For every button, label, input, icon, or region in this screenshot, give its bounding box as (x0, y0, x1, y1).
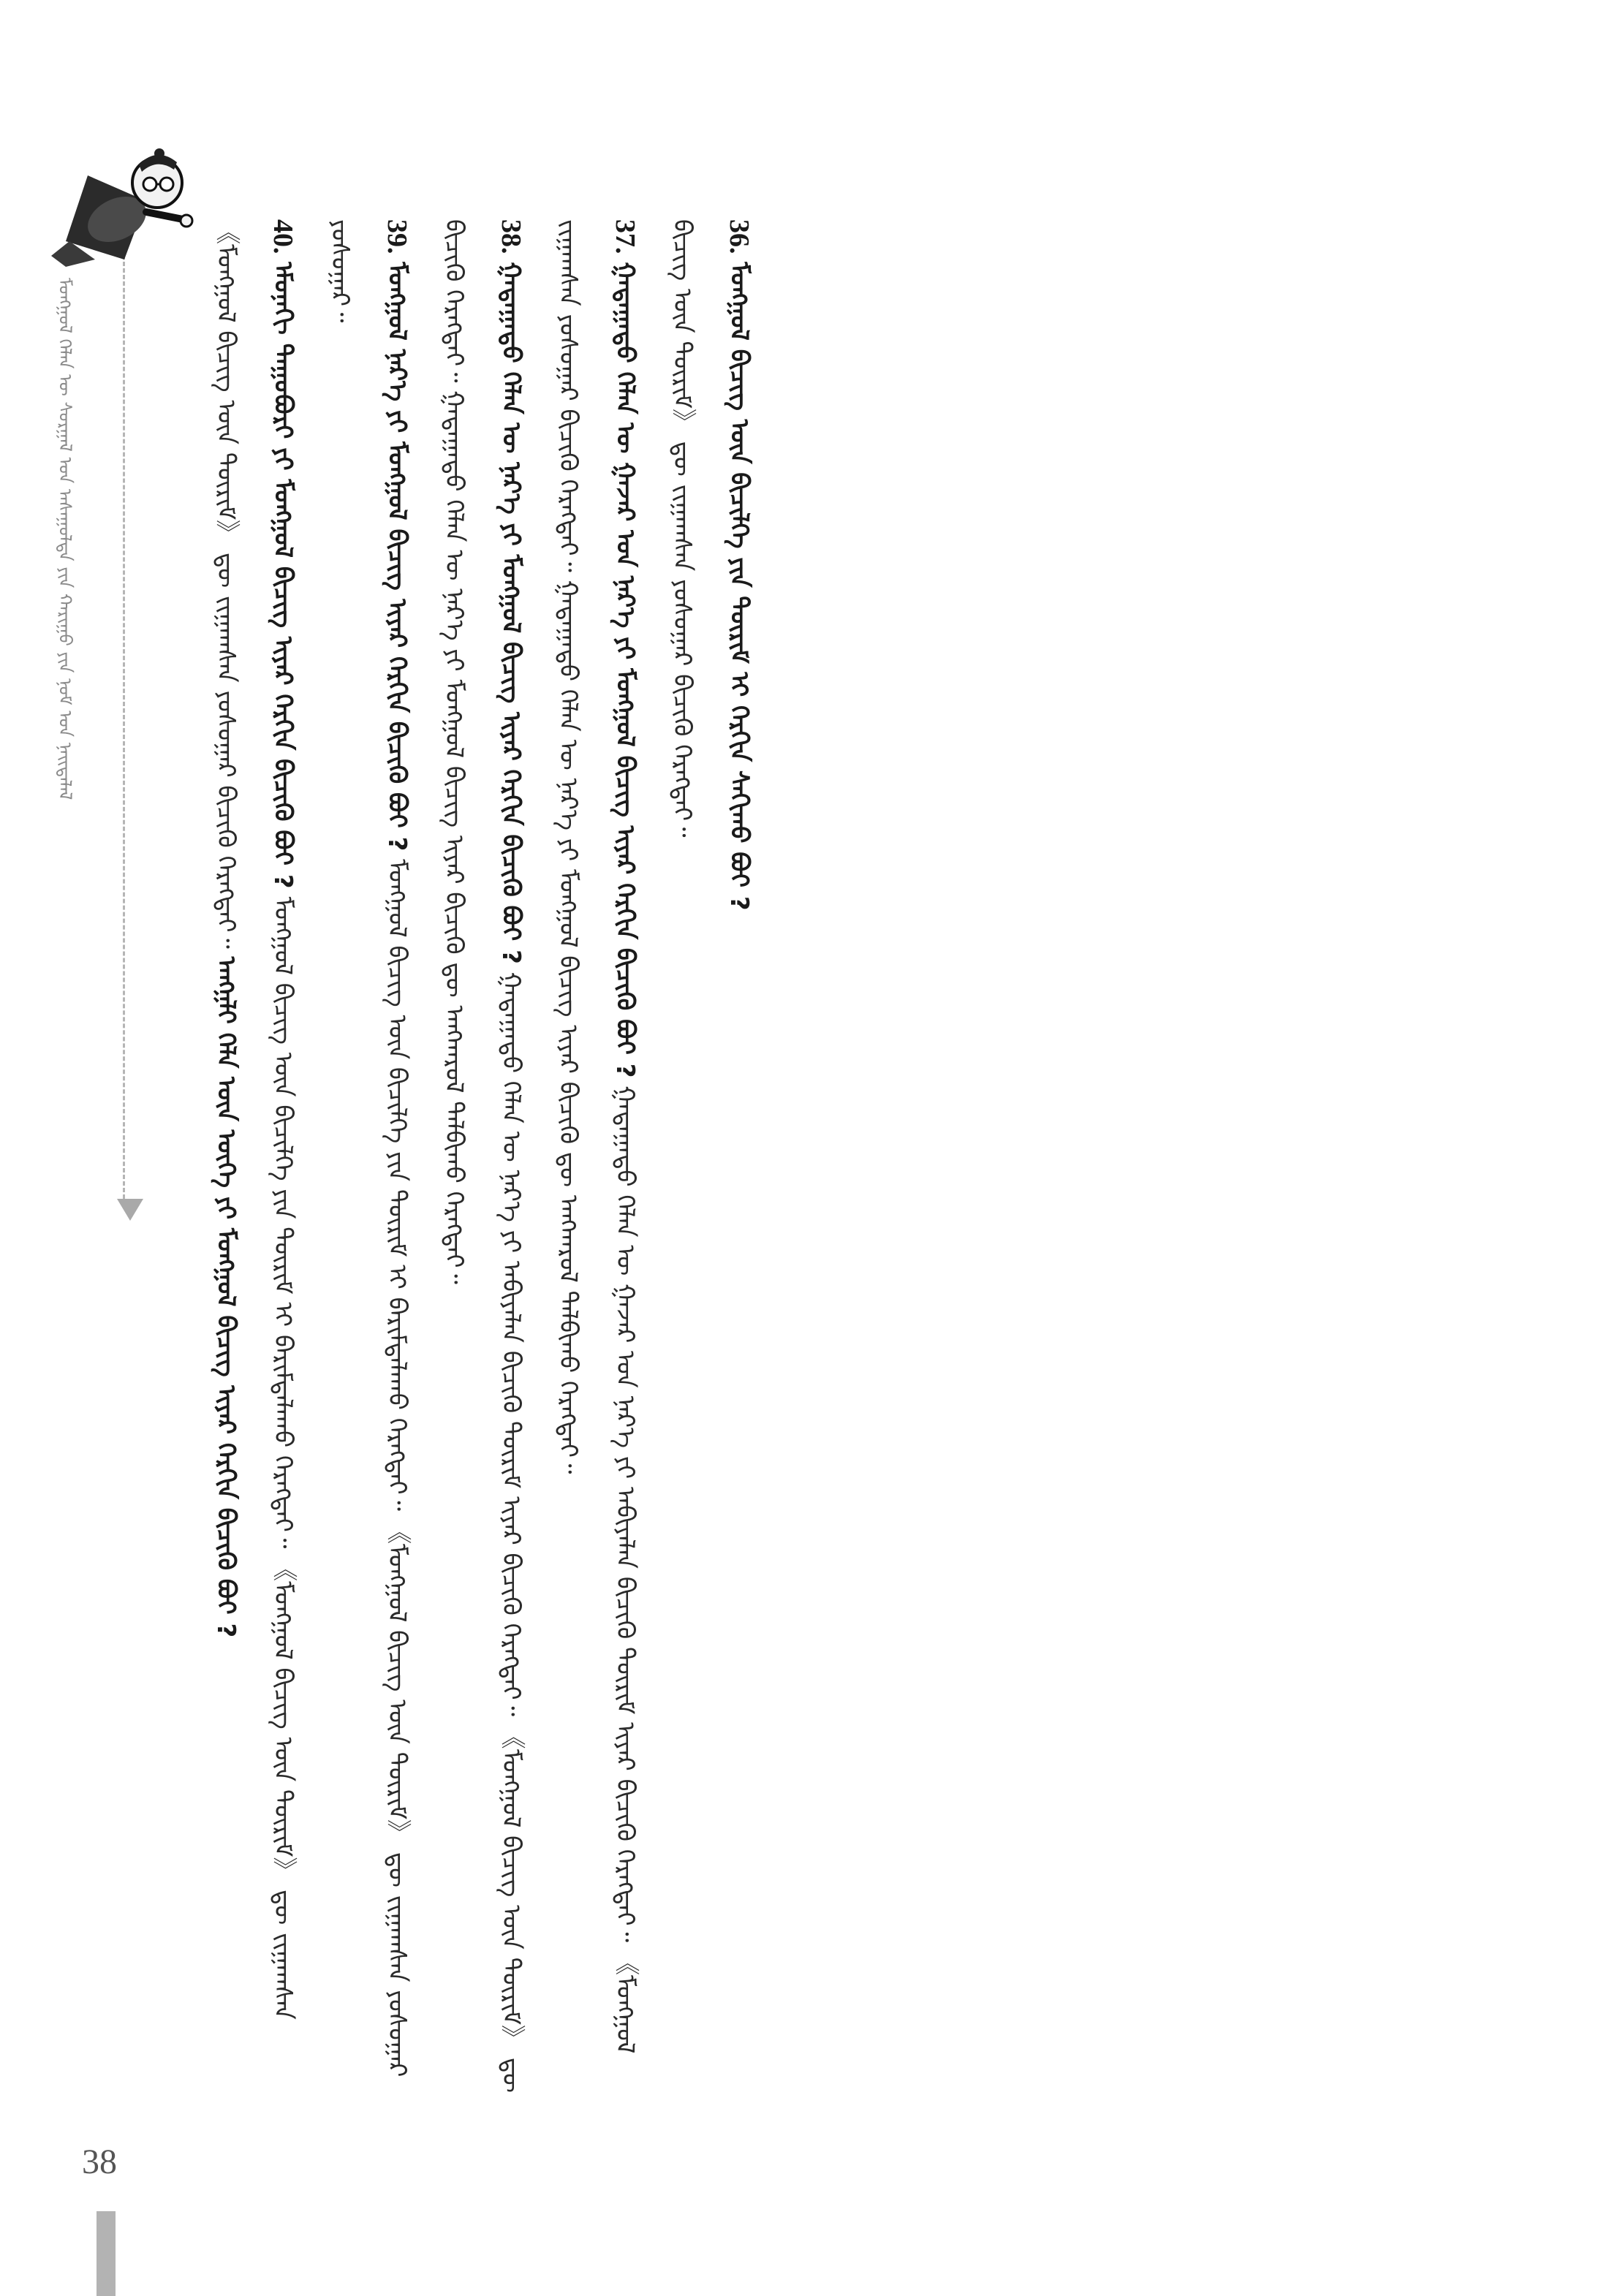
question-title: ᠭᠠᠳᠠᠭᠠᠳᠤ ᠬᠡᠯᠡᠨ ᠦ ᠭᠠᠵᠠᠷ ᠤᠨ ᠨᠡᠷ᠎ᠡ ᠶᠢ ᠮᠣᠩᠭᠣᠯ ᠪᠢᠴᠢᠭ ᠢᠶᠡᠷ ᠬᠡᠷᠬᠢᠨ ᠪᠢᠴᠢᠬᠦ ᠪᠤᠢ ? (610, 262, 640, 1078)
question-title: ᠭᠠᠳᠠᠭᠠᠳᠤ ᠬᠡᠯᠡᠨ ᠦ ᠨᠡᠷ᠎ᠡ ᠶᠢ ᠮᠣᠩᠭᠣᠯ ᠪᠢᠴᠢᠭ ᠢᠶᠡᠷ ᠬᠡᠷᠬᠢᠨ ᠪᠢᠴᠢᠬᠦ ᠪᠤᠢ ? (496, 262, 526, 964)
header-triangle-marker (117, 1199, 143, 1221)
questions-content (197, 219, 1338, 2120)
question-number: 38. (496, 219, 526, 254)
question-number: 37. (610, 219, 640, 254)
page-number: 38 (82, 2142, 117, 2181)
question-item (368, 219, 483, 2120)
question-item (597, 219, 711, 2120)
question-body: ᠭᠠᠳᠠᠭᠠᠳᠤ ᠬᠡᠯᠡᠨ ᠦ ᠨᠡᠷ᠎ᠡ ᠶᠢ ᠠᠪᠢᠶᠠᠯᠠᠨ ᠪᠢᠴᠢᠬᠦ ᠳᠦᠷᠢᠮ ᠢᠶᠡᠷ ᠪᠢᠴᠢᠬᠦ ᠬᠡᠷᠡᠭᠲᠡᠢ᠃ 《ᠮᠣᠩᠭᠣᠯ ᠪᠢᠴᠢᠭ ᠦᠨ ᠳᠦᠷᠢᠮ》 ᠳᠦ ᠵᠢᠭᠠᠭᠰᠠᠨ ᠶᠣᠰᠣᠭᠠᠷ ᠪᠢᠴᠢᠬᠦ ᠬᠡᠷᠡᠭᠲᠡᠢ᠃ ᠭᠠᠳᠠᠭᠠᠳᠤ ᠬᠡᠯᠡᠨ ᠦ ᠨᠡᠷ᠎ᠡ ᠶᠢ ᠮᠣᠩᠭᠣᠯ ᠪᠢᠴᠢᠭ ᠢᠶᠡᠷ ᠪᠢᠴᠢᠬᠦ ᠳᠦ ᠠᠩᠬᠠᠷᠤᠯ ᠲᠠᠯᠪᠢᠬᠤ ᠬᠡᠷᠡᠭᠲᠡᠢ᠃ (496, 219, 583, 2093)
question-item (711, 219, 768, 2120)
question-body: ᠮᠣᠩᠭᠣᠯ ᠪᠢᠴᠢᠭ ᠦᠨ ᠪᠢᠴᠢᠯᠭᠡ ᠶᠢᠨ ᠳᠦᠷᠢᠮ ᠢ ᠪᠠᠷᠢᠮᠲᠠᠯᠠᠬᠤ ᠬᠡᠷᠡᠭᠲᠡᠢ᠃ 《ᠮᠣᠩᠭᠣᠯ ᠪᠢᠴᠢᠭ ᠦᠨ ᠳᠦᠷᠢᠮ》 ᠳᠦ ᠵᠢᠭᠠᠭᠰᠠᠨ ᠶᠣᠰᠣᠭᠠᠷ ᠪᠢᠴᠢᠬᠦ ᠬᠡᠷᠡᠭᠲᠡᠢ᠃ ᠭᠠᠳᠠᠭᠠᠳᠤ ᠬᠡᠯᠡᠨ ᠦ ᠨᠡᠷ᠎ᠡ ᠶᠢ ᠮᠣᠩᠭᠣᠯ ᠪᠢᠴᠢᠭ ᠢᠶᠡᠷ ᠪᠢᠴᠢᠬᠦ ᠳᠦ ᠠᠩᠬᠠᠷᠤᠯ ᠲᠠᠯᠪᠢᠬᠤ ᠬᠡᠷᠡᠭᠲᠡᠢ᠃ (382, 219, 469, 2077)
mascot-illustration (37, 132, 197, 270)
question-number: 40. (268, 219, 298, 254)
question-title: ᠡᠮᠦᠨᠡᠬᠢ ᠳᠠᠭᠤᠪᠣᠷᠢ ᠶᠢ ᠮᠣᠩᠭᠣᠯ ᠪᠢᠴᠢᠭ ᠢᠶᠡᠷ ᠬᠡᠷᠬᠢᠨ ᠪᠢᠴᠢᠬᠦ ᠪᠤᠢ ? (268, 262, 298, 889)
question-number: 39. (382, 219, 412, 254)
running-header: ᠮᠣᠩᠭᠣᠯ ᠬᠡᠯᠡᠨ ᠦ ᠰᠤᠷᠭᠠᠯ ᠤᠨ ᠠᠰᠠᠭᠤᠯᠲᠠ ᠶᠢᠨ ᠬᠠᠷᠢᠭᠤ ᠶᠢᠨ ᠨᠣᠮ ᠤᠨ ᠨᠡᠢᠲᠡᠯᠡᠯ (55, 278, 75, 800)
page-edge-bar (97, 2211, 116, 2296)
question-title: ᠮᠣᠩᠭᠣᠯ ᠪᠢᠴᠢᠭ ᠦᠨ ᠪᠢᠴᠢᠯᠭᠡ ᠶᠢᠨ ᠳᠦᠷᠢᠮ ᠢ ᠬᠡᠷᠬᠢᠨ ᠰᠠᠬᠢᠬᠤ ᠪᠤᠢ ? (725, 262, 754, 911)
question-item (254, 219, 368, 2120)
question-item (483, 219, 597, 2120)
question-title: ᠮᠣᠩᠭᠣᠯ ᠨᠡᠷ᠎ᠡ ᠶᠢ ᠮᠣᠩᠭᠣᠯ ᠪᠢᠴᠢᠭ ᠢᠶᠡᠷ ᠬᠡᠷᠬᠢᠨ ᠪᠢᠴᠢᠬᠦ ᠪᠤᠢ ? (382, 262, 412, 852)
question-title: ᠠᠩᠭ᠋ᠯᠢ ᠬᠡᠯᠡ ᠦᠨ ᠦᠭᠡ ᠶᠢ ᠮᠣᠩᠭᠣᠯ ᠪᠢᠴᠢᠭ ᠢᠶᠡᠷ ᠬᠡᠷᠬᠢᠨ ᠪᠢᠴᠢᠬᠦ ᠪᠤᠢ ? (211, 956, 241, 1638)
question-number: 36. (724, 219, 754, 254)
question-body: ᠭᠠᠳᠠᠭᠠᠳᠤ ᠬᠡᠯᠡᠨ ᠦ ᠭᠠᠵᠠᠷ ᠤᠨ ᠨᠡᠷ᠎ᠡ ᠶᠢ ᠠᠪᠢᠶᠠᠯᠠᠨ ᠪᠢᠴᠢᠬᠦ ᠳᠦᠷᠢᠮ ᠢᠶᠡᠷ ᠪᠢᠴᠢᠬᠦ ᠬᠡᠷᠡᠭᠲᠡᠢ᠃ 《ᠮᠣᠩᠭᠣᠯ ᠪᠢᠴᠢᠭ ᠦᠨ ᠳᠦᠷᠢᠮ》 ᠳᠦ ᠵᠢᠭᠠᠭᠰᠠᠨ ᠶᠣᠰᠣᠭᠠᠷ ᠪᠢᠴᠢᠬᠦ ᠬᠡᠷᠡᠭᠲᠡᠢ᠃ (610, 219, 697, 2054)
header-dashed-rule (123, 249, 125, 1199)
question-body: ᠮᠣᠩᠭᠣᠯ ᠪᠢᠴᠢᠭ ᠦᠨ ᠪᠢᠴᠢᠯᠭᠡ ᠶᠢᠨ ᠳᠦᠷᠢᠮ ᠢ ᠪᠠᠷᠢᠮᠲᠠᠯᠠᠬᠤ ᠬᠡᠷᠡᠭᠲᠡᠢ᠃ 《ᠮᠣᠩᠭᠣᠯ ᠪᠢᠴᠢᠭ ᠦᠨ ᠳᠦᠷᠢᠮ》 ᠳᠦ ᠵᠢᠭᠠᠭᠰᠠᠨ ᠶᠣᠰᠣᠭᠠᠷ᠃ (268, 219, 355, 2020)
question-body: 《ᠮᠣᠩᠭᠣᠯ ᠪᠢᠴᠢᠭ ᠦᠨ ᠳᠦᠷᠢᠮ》 ᠳᠦ ᠵᠢᠭᠠᠭᠰᠠᠨ ᠶᠣᠰᠣᠭᠠᠷ ᠪᠢᠴᠢᠬᠦ ᠬᠡᠷᠡᠭᠲᠡᠢ᠃ (211, 219, 241, 949)
question-item (197, 219, 254, 2120)
